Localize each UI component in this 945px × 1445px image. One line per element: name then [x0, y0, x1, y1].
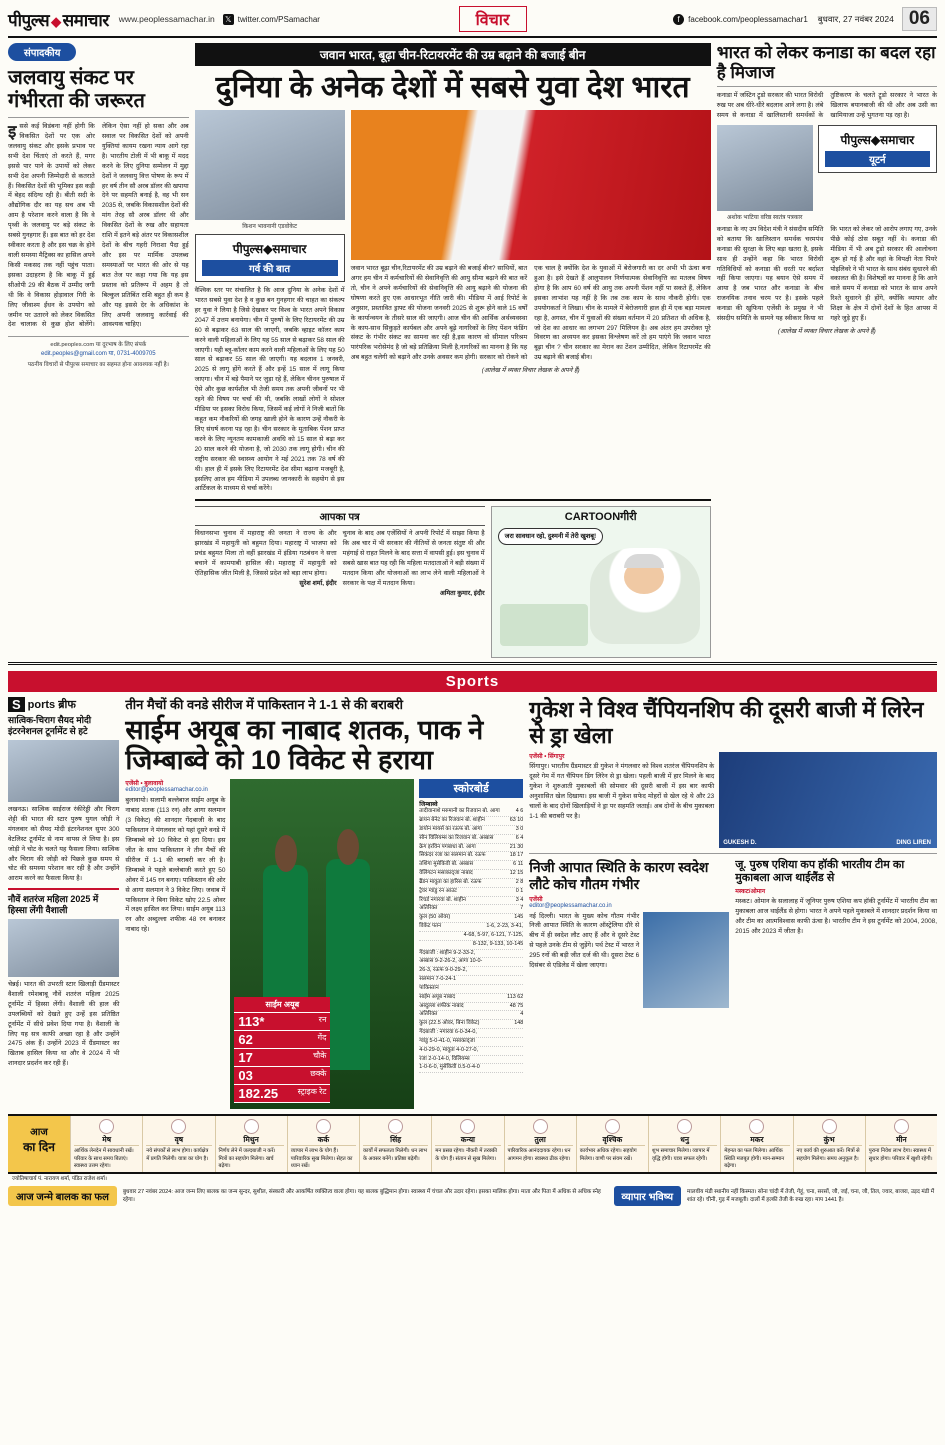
gukesh-photo	[719, 752, 937, 848]
scoreboard-row	[419, 985, 523, 994]
scoreboard-figures	[519, 967, 523, 975]
scoreboard-player: अब्दुल्ला शफीक नाबाद	[419, 1002, 464, 1009]
editorial-column	[8, 43, 189, 658]
brief-1-photo	[8, 740, 119, 802]
scoreboard-player: 4-0-29-0, मावुता 4-0-27-0,	[419, 1046, 479, 1053]
logo-right-word: समाचार	[62, 10, 109, 30]
center-kicker: जवान भारत, बूढ़ा चीन-रिटायरमेंट की उम्र बढ़ाने की बजाई बीन	[195, 43, 711, 66]
zodiac-strip	[8, 1114, 937, 1174]
scoreboard-row	[419, 1038, 523, 1047]
scoreboard-figures: 145	[514, 914, 524, 921]
zodiac-sign-12	[865, 1116, 937, 1172]
right-closing: (आलेख में व्यक्त विचार लेखक के अपने हैं)	[777, 328, 876, 336]
hockey-text: मस्कट। ओमान के सलालाह में जूनियर पुरुष एशिया कप हॉकी टूर्नामेंट में भारतीय टीम का मुकाबला आज थाईलैंड से होगा। भारत ने अपने पहले मुकाबले में शानदार प्रदर्शन किया था और टीम का आत्मविश्वास काफी ऊंचा है। भारतीय टीम ने इस टूर्नामेंट को 2004, 2008, 2015 और 2023 में जीता है।	[735, 898, 937, 936]
hockey-headline: जू. पुरुष एशिया कप हॉकी भारतीय टीम का मुकाबला आज थाईलैंड से	[735, 858, 905, 885]
hockey-byline: मस्कट/ओमान	[735, 889, 766, 896]
editorial-contact-2[interactable]: edit.peoples@gmail.com या, 0731-4009705	[41, 351, 156, 358]
garv-logo: पीपुल्स◆समाचार	[232, 242, 307, 256]
birth-fortune-text: बुधवार 27 नवंबर 2024: आज जन्म लिए बालक का जन्म सुन्दर, सुशील, संस्कारी और आकर्षित व्यक्तित्व वाला होगा। यह बालक बुद्धिमान होगा। स्वास्थ्य में चंचल और उदार रहेगा। इसका मालिक होगा। माता और पिता में अधिक से अधिक स्नेह रहेगा।	[122, 1188, 601, 1204]
india-china-flag-photo	[351, 110, 711, 260]
uturn-logo: पीपुल्स◆समाचार	[840, 132, 915, 147]
zodiac-sign-name: तुला	[508, 1135, 573, 1146]
scoreboard-player: गेंदबाजी : शाहीन 9-2-33-2,	[419, 949, 476, 956]
scoreboard-row	[419, 808, 523, 817]
scoreboard-row	[419, 888, 523, 897]
section-title: विचार	[459, 6, 527, 32]
scoreboard-figures: 4 6	[515, 808, 524, 815]
scoreboard-figures	[519, 976, 523, 984]
zodiac-sign-name: कुंभ	[797, 1135, 862, 1146]
zodiac-sign-name: वृश्चिक	[580, 1135, 645, 1146]
scoreboard-player: सिकंदर रजा का सलमान बो. रऊफ	[419, 852, 486, 859]
stat-0-value: 113*	[238, 1014, 265, 1030]
gambhir-email[interactable]: editor@peoplessamachar.co.in	[529, 902, 612, 909]
scoreboard-player: ब्रैंडन मावुता का हारिस बो. रऊफ	[419, 878, 482, 885]
uturn-logo-right: समाचार	[880, 132, 915, 147]
scoreboard-player: ग्वांडु 5-0-41-0, मसाकाद्जा	[419, 1037, 475, 1044]
cricket-text: बुलावायो। सलामी बल्लेबाज साईम अयूब के नाबाद शतक (113 रन) और आगा सलमान (3 विकेट) की शानदार गेंदबाजी के बाद पाकिस्तान ने मंगलवार को यहां दूसरे वनडे में जिम्बाब्वे को 10 विकेट से हरा दिया। इस जीत के साथ पाकिस्तान ने तीन मैचों की सीरीज में 1-1 की बराबरी कर ली है। जिम्बाब्वे ने पहले बल्लेबाजी करते हुए 50 ओवर में 145 रन बनाए। पाकिस्तान की ओर से आगा सलमान ने 3 विकेट लिए। जवाब में पाकिस्तान ने बिना विकेट खोए 22.5 ओवर में लक्ष्य हासिल कर लिया। साईम अयूब 113 रन और अब्दुल्ला शफीक 48 रन बनाकर नाबाद रहे।	[125, 797, 226, 934]
business-forecast-pill: व्यापार भविष्य	[614, 1186, 681, 1206]
date-text: बुधवार, 27 नवंबर 2024	[817, 13, 894, 24]
gambhir-byline: एजेंसी	[529, 896, 543, 903]
birth-fortune-pill: आज जन्मे बालक का फल	[8, 1186, 117, 1206]
masthead	[8, 6, 937, 38]
scoreboard-figures: 3 4	[515, 896, 524, 903]
zodiac-title-line2: का दिन	[23, 1140, 55, 1155]
scoreboard-row	[419, 1020, 523, 1029]
zodiac-sign-7	[504, 1116, 576, 1172]
stat-2-label: चौके	[313, 1051, 327, 1061]
gambhir-headline: निजी आपात स्थिति के कारण स्वदेश लौटे कोच गौतम गंभीर	[529, 858, 709, 892]
scoreboard-player: ब्रायन बेनेट का रिजवान बो. शाहीन	[419, 817, 485, 824]
right-column	[717, 43, 937, 658]
zodiac-sign-name: धनु	[652, 1135, 717, 1146]
scoreboard-player: क्रेग इरविन पगबाधा बो. आगा	[419, 843, 476, 850]
letters-section	[195, 506, 485, 658]
zodiac-sign-1	[70, 1116, 142, 1172]
zodiac-symbol-icon	[460, 1119, 475, 1134]
zodiac-sign-3	[215, 1116, 287, 1172]
scoreboard-row	[419, 835, 523, 844]
scoreboard-figures: 113 62	[507, 993, 524, 1000]
scoreboard-row	[419, 932, 523, 941]
letters-heading: आपका पत्र	[195, 506, 485, 526]
scoreboard-player: डायोन मायर्स का रऊफ बो. आगा	[419, 825, 482, 832]
ding-photo-caption: DING LIREN	[896, 839, 931, 846]
scoreboard-row	[419, 905, 523, 914]
zodiac-symbol-icon	[822, 1119, 837, 1134]
letter-1-author: सुरेश शर्मा, इंदौर	[299, 579, 337, 587]
scoreboard-figures: 21 30	[509, 843, 524, 850]
scoreboard-row	[419, 1011, 523, 1020]
zodiac-symbol-icon	[171, 1119, 186, 1134]
zodiac-symbol-icon	[533, 1119, 548, 1134]
center-col2-text: जवान भारत बूढ़ा चीन,रिटायरमेंट की उम्र बढ़ाने की बजाई बीन? साथियों, बात अगर हम चीन में कर्मचारियों की सेवानिवृत्ति की आयु सीमा बढ़ाने की बात करें तो, चीन ने अपने कर्मचारियों की सेवानिवृत्ति की आयु बढ़ाने की योजना की घोषणा करते हुए एक आधारभूत नीति जारी की। मीडिया में आई रिपोर्ट के अनुसार, प्रस्तावित ड्राफ्ट की योजना जनवरी 2025 से शुरू होने वाले 15 वर्षों के कार्यान्वयन के तीसरे साल की जाएगी। आज चीन की आर्थिक अर्थव्यवस्था के काय-साथ सिकुड़ते कार्यबल और अपने बूढ़े नागरिकों के लिए पेंशन फंडिंग संकट के गंभीर संकट का सामना कर रही है,इस कारण वो सीमाल परिश्रम पारंपरिक भरोसेमंद है जो बड़े प्रतिक्रिया मिली है,नागरिकों का मानना है कि यह अब बहुत चलेगी को बढ़ाने और उनके अवसर कम होगी। सरकार को रोकने को एक चाल है क्योंकि देश के युवाओं में बेरोजगारी का दर अभी भी ऊंचा बना हुआ है। इसे देखते हैं आलुपालन निर्णयात्मक सेवानिवृत्ति का मतलब विषय होगा है कि आप 60 वर्ष की आयु तक अपनी पेंशन नहीं पा सकते हैं, लेकिन इसका लाभांश यह नहीं है कि तब तक काम के साथ नौकरी होगी। एक उपयोगकर्ता ने लिखा। चीन के मामले में बेरोजगारी हाल ही में एक बड़ा मामला रहा है, अगस्त, चीन में युवाओं की संख्या वर्तमान में 20 प्रतिशत थी अधिक है, जो देश का आधार का लगभग 297 मिलियन है। अब अंतर हम उपरोक्त पूरे विवरण का अध्ययन कर इसका विश्लेषण करें तो हम पाएंगे कि जवान भारत बूढ़ा चीन ? चीन सरकार का मेरान का टेंशन उम्मीदित, लेकिन रिटायरमेंट की उम्र बढ़ाने की बजाई बीन।	[350, 265, 711, 362]
zodiac-footer-note: ज्योतिषाचार्य पं. नारायण शर्मा, पंडित राजेश शर्मा।	[12, 1176, 107, 1183]
x-twitter-icon: 𝕏	[223, 14, 234, 25]
scoreboard-figures: 6 11	[513, 861, 524, 868]
zodiac-sign-text: नए कार्य की शुरुआत करें। मित्रों से सहयोग मिलेगा। समय अनुकूल है।	[796, 1148, 860, 1162]
scoreboard-figures: 18 17	[509, 852, 524, 859]
scoreboard-figures	[519, 1029, 523, 1037]
stat-3-label: छक्के	[310, 1069, 327, 1079]
zodiac-sign-text: कार्यभार अधिक रहेगा। सहयोग मिलेगा। वाणी पर संयम रखें।	[579, 1148, 637, 1162]
scoreboard-row	[419, 976, 523, 985]
zodiac-title	[8, 1116, 70, 1172]
newspaper-logo: पीपुल्स ◆ समाचार	[8, 10, 109, 30]
stat-3-value: 03	[238, 1068, 253, 1084]
zodiac-symbol-icon	[244, 1119, 259, 1134]
scoreboard-row	[419, 1029, 523, 1038]
scoreboard-figures: 8-132, 9-133, 10-145	[472, 940, 524, 947]
dateline	[818, 7, 937, 31]
zodiac-sign-6	[431, 1116, 503, 1172]
cartoon-speech-bubble: जरा सावधान रहो, दुश्मनी में तेरी खुशबू!	[498, 528, 604, 545]
zodiac-sign-name: सिंह	[363, 1135, 428, 1146]
zodiac-symbol-icon	[677, 1119, 692, 1134]
zodiac-sign-9	[648, 1116, 720, 1172]
sports-right-column	[529, 697, 937, 1109]
sports-section-bar: Sports	[8, 671, 937, 692]
right-intro-text: कनाडा में जस्टिन ट्रूडो सरकार की भारत विरोधी रुख पर अब धीरे-धीरे बदलाव आने लगा है। लंबे समय से कनाडा में खालिस्तानी समर्थकों के तुष्टिकरण के चलते ट्रूडो सरकार ने भारत के खिलाफ बयानबाजी की थी और अब उसी का खामियाजा उन्हें भुगतना पड़ रहा है।	[716, 92, 937, 119]
stat-0-label: रन	[318, 1015, 327, 1025]
scoreboard-figures: 3 0	[515, 825, 524, 832]
scoreboard-row	[419, 817, 523, 826]
scoreboard-row	[419, 1064, 523, 1073]
zodiac-sign-text: व्यापार में लाभ के योग हैं। पारिवारिक सुख मिलेगा। सेहत का ध्यान रखें।	[290, 1148, 353, 1169]
brief-2-photo	[8, 919, 119, 977]
scoreboard-player: गेंदबाजी : नगारवा 6-0-34-0,	[419, 1029, 477, 1036]
letter-1-text: विधानसभा चुनाव में महाराष्ट्र की जनता ने राज्य के और झारखंड में महायुती को बहुमत दिया। महाराष्ट्र में भाजपा को प्रचंड बहुमत मिला तो वहीं झारखंड में इंडिया गठबंधन ने सत्ता बचाने में कामयाबी हासिल की। महाराष्ट्र में महायुती को ऐतिहासिक जीत मिली है, जिससे प्रदेश को बड़ा लाभ होगा।	[194, 530, 337, 578]
scoreboard-figures	[519, 985, 523, 993]
scoreboard-row	[419, 958, 523, 967]
zodiac-sign-text: मेहनत का फल मिलेगा। आर्थिक स्थिति मजबूत होगी। मान-सम्मान बढ़ेगा।	[724, 1148, 785, 1169]
uturn-logo-left: पीपुल्स	[840, 132, 871, 147]
scoreboard-player: पाकिस्तान	[419, 984, 439, 991]
scoreboard-figures: 2 8	[515, 878, 524, 885]
scoreboard-player: 26-3, रऊफ 9-0-29-2,	[419, 967, 467, 974]
gukesh-text: सिंगापुर। भारतीय ग्रैंडमास्टर डी गुकेश ने मंगलवार को विश्व शतरंज चैंपियनशिप के दूसरे गेम में गत चैंपियन डिंग लिरेन से ड्रा खेला। पहली बाजी में हार मिलने के बाद गुकेश ने शुरुआती मुकाबलों की सोमवार की दूसरी बाजी में इस बार काफी अनुशासित खेल दिखाया। इस बाजी में गुकेश सफेद मोहरों से खेल रहे थे और 23 चालों के बाद दोनों खिलाड़ियों ने ड्रा पर सहमति जताई। अब दोनों के बीच मुकाबला 1-1 की बराबरी पर है।	[529, 762, 715, 820]
garv-ki-baat-box	[195, 234, 345, 282]
scoreboard-player: कुल (22.5 ओवर, बिना विकेट)	[419, 1020, 480, 1027]
cricket-main-column	[125, 697, 523, 1109]
zodiac-sign-text: शुभ समाचार मिलेगा। व्यापार में वृद्धि होगी। यात्रा सफल रहेगी।	[652, 1148, 710, 1162]
scoreboard-player: कुल (50 ओवर)	[419, 914, 451, 921]
garv-logo-right: समाचार	[272, 242, 307, 256]
scoreboard-figures	[519, 950, 523, 958]
scoreboard-figures: 63 10	[509, 817, 524, 824]
brief-2-headline: नौवें शतरंज महिला 2025 में हिस्सा लेंगी वैशाली	[8, 894, 99, 916]
zodiac-sign-name: मीन	[869, 1135, 934, 1146]
author-photo-caption: किशन भावनानी एडवोकेट	[242, 224, 298, 230]
center-closing: (आलेख में व्यक्त विचार लेखक के अपने हैं)	[481, 367, 580, 375]
sports-columns	[8, 697, 937, 1109]
scoreboard-figures	[519, 1056, 523, 1064]
editorial-body: इससे कई विडंबना नहीं होगी कि विकसित देशों पर एक ओर जलवायु संकट और इसके प्रभाव पर सभी देश चिंताएं तो करते हैं, मगर इससे पार पाने के उपायों को लेकर सभी देश अपनी जिम्मेदारी से कतराते हैं। विकसित देशों की भूमिका इस कड़ी में बेहद संदिग्ध रही है। बीती सदी के औद्योगिक दौर का यह सच अब भी आम है परेशान करने वाला है कि वे पृथ्वी के जलवायु पर बड़े संकट के सबसे गुनहगार हैं। इस बात को हर देश स्वीकार करता है और इस चक्र के होने वाली समस्या मैट्रिक्स का हासिल अपने किसी मकसद तक नहीं पहुंच पाता। इसका उदाहरण है कि बाकू में हुई सीओपी 29 की बैठक में उम्मीद जगी थी कि वे विकास होड़ावाल गिरी के लिए जीवाश्म ईंधन के उपयोग को जमीन पर उतारने को लेकर विकसित देश चालाक से कुछ होश बोलेंगे। लेकिन ऐसा नहीं हो सका और अब सवाल पर विकसित देशों को अपनी युक्तियां कायम रखना न्याय आगे रहा है। भारतीय टोली में भी बाकू में मदद करने के लिए दुनिया सम्मेलन में मुद्दा देशों ने जलवायु वित्त पोषण के रूप में हर वर्ष तीन सौ अरब डॉलर की खपाया देने पर सहमति बनाई है, वह भी सन 2035 से, जबकि विकासशील देशों की मांग तेरह सौ अरब डॉलर थी और विकसित देशों के रुख और सहायता राशि में इतने बड़े अंतर पर विकासशील देशों के बीच गहरी निराशा पैदा हुई और इस पर मार्मिक उपलब्ध समस्याओं पर भारत की ओर से यह बात तेज पर कहा गया कि यह इस प्रस्ताव को प्रतिरूप में अहम है तो बिल्कुल प्रतिबिंत राशि बहुत ही कम है और यह इससे देर के अधिकांश के लिए अपनी जलवायु कार्रवाई की आवश्यक चाहिए।	[8, 122, 189, 329]
garv-logo-left: पीपुल्स	[232, 242, 264, 256]
uturn-box	[818, 125, 937, 173]
brief-1-headline: सात्विक-चिराग सैयद मोदी इंटरनेशनल टूर्नामेंट से हटे	[8, 715, 92, 737]
scoreboard-figures	[519, 958, 523, 966]
zodiac-symbol-icon	[99, 1119, 114, 1134]
scoreboard-row	[419, 1047, 523, 1056]
scoreboard-figures: 7	[520, 905, 524, 912]
brief-label-text: ports ब्रीफ	[27, 699, 76, 712]
zodiac-sign-text: आर्थिक लेनदेन में सावधानी रखें। परिवार के साथ समय बिताएं। स्वास्थ्य उत्तम रहेगा।	[74, 1148, 134, 1169]
zodiac-grid	[70, 1116, 937, 1172]
website-url[interactable]: www.peoplessamachar.in	[118, 14, 215, 24]
brief-2-text: चेन्नई। भारत की उभरती स्टार खिलाड़ी ग्रैंडमास्टर वैशाली रमेशबाबू नौवें शतरंज महिला 2025 टूर्नामेंट में हिस्सा लेंगी। वैशाली की हाल की उपलब्धियों को देखते हुए उन्हें इस प्रतिष्ठित टूर्नामेंट में सीधे प्रवेश दिया गया है। वैशाली के लिए यह सत्र काफी अच्छा रहा है और उन्होंने 2475 अंक हैं। उन्होंने 2023 में ग्रैंडमास्टर का खिताब हासिल किया था और वे 2024 में भी शानदार प्रदर्शन कर रही हैं।	[8, 980, 120, 1068]
zodiac-sign-text: पारिवारिक आनंददायक रहेगा। धन आगमन होगा। स्वास्थ्य ठीक रहेगा।	[507, 1148, 571, 1162]
business-forecast-text: मालवीय मंडी स्थानीय नहीं किस्मत। सोना चांदी में तेजी, गेहूं, चना, सरसों, जौ, जई, चना, जौ, तिल, ज्वार, बाजरा, उड़द मंडी में शांत रहे। चीनी, गुड़ में मजबूती। दालों में हल्की तेजी के रुख रहा। माप 1441 है।	[687, 1188, 935, 1204]
zodiac-symbol-icon	[894, 1119, 909, 1134]
cricket-headline: साईम अयूब का नाबाद शतक, पाक ने जिम्बाब्वे को 10 विकेट से हराया	[125, 714, 484, 775]
zodiac-sign-11	[793, 1116, 865, 1172]
right-author-caption: अशोक भाटिया वरिष्ठ स्वतंत्र पत्रकार	[726, 214, 803, 221]
center-col1-text: वैश्विक स्तर पर संचालित है कि आज दुनिया के अनेक देशों में भारत सबसे युवा देश है व कुछ बन गुनहगार की चाहत का संकल्प हर युवा ने लिया है जिसे देखकर पर विश्व के भारत अपने विकास 2047 में उत्तम बनायेगा। चीन में पुरुषों के लिए रिटायरमेंट की उम्र 60 से बढ़ाकर 63 साल की जाएगी, जबकि व्हाइट कॉलर काम करने वाली महिलाओं के लिए यह 55 साल से बढ़ाकर 58 साल की जाएगी। यही ब्लू-कॉलर काम करने वाली महिलाओं के लिए यह 50 साल से बढ़ाकर 55 साल की जाएगी। यह बदलाव 1 जनवरी, 2025 से लागू होंगे करते हैं और इन्हें 15 साल में लागू किया जाएगा। चीन में बड़े पैमाने पर जुड़ा रहे हैं, लेकिन चीनन पुरुषाल में ऐसे और कुछ कार्यशील भी तेजी समय तक अपनी जीवनों पर भी रहने की विषय पर चर्चा की थी, जबकि लाखों लोगों ने सोशल मीडिया पर इसका विरोध किया, जिसमें कई लोगों ने निजी बातों कि कहूत कम नौकरियों की जगह खाली होने के कारण उन्हें नौकरी के लिए संघर्ष करना पड़ रहा है। चीन सरकार के मुताबिक पेंशन प्राप्त करने के लिए न्यूनतम कामकाजी अवधि को 15 साल से बढ़ा कर 20 साल करने की योजना है, जो 2030 तक लागू होगी। चीन की राष्ट्रीय सरकार की स्वास्थ्य आयोग ने मई 2021 तक 78 वर्ष की थी। हाल ही में इसके लिए रिटायरमेंट देश सीमा बढ़ाना मजबूरी है, इसलिए आज हम मीडिया में उपलब्ध जानकारी के सहयोग से इस आर्टिकल के माध्यम से चर्चा करेंगे।	[194, 287, 345, 493]
scoreboard-figures: 48 75	[509, 1002, 524, 1009]
cartoon-panel	[491, 506, 711, 658]
zodiac-sign-text: मन प्रसन्न रहेगा। नौकरी में तरक्की के योग हैं। संतान से सुख मिलेगा।	[435, 1148, 497, 1162]
scoreboard-player: 1-0-6-0, मुसेकिवी 0.5-0-4-0	[419, 1064, 480, 1071]
zodiac-sign-name: वृष	[146, 1135, 211, 1146]
page-number: 06	[902, 7, 937, 31]
zodiac-sign-text: निर्णय लेने में जल्दबाजी न करें। मित्रों का सहयोग मिलेगा। खर्च बढ़ेगा।	[218, 1148, 276, 1169]
s-badge-icon: S	[8, 697, 25, 712]
stat-4-label: स्ट्राइक रेट	[297, 1087, 327, 1097]
zodiac-sign-name: मिथुन	[219, 1135, 284, 1146]
scoreboard-row	[419, 861, 523, 870]
scoreboard-figures: 148	[514, 1020, 524, 1027]
scoreboard-row	[419, 950, 523, 959]
center-headline: दुनिया के अनेक देशों में सबसे युवा देश भारत	[215, 71, 690, 104]
footer-bar	[8, 1186, 937, 1206]
editorial-headline: जलवायु संकट पर गंभीरता की जरूरत	[8, 67, 145, 112]
editorial-contact-3: पठनीय विचारों से पीपुल्स समाचार का सहमत होना आवश्यक नहीं है।	[27, 362, 169, 369]
stat-1-value: 62	[238, 1032, 253, 1048]
brief-1-text: लखनऊ। सात्विक साईराज रंकीरेड्डी और चिराग शेट्टी की भारत की स्टार पुरुष युगल जोड़ी ने मंगलवार को सैयद मोदी इंटरनेशनल सुपर 300 वेटलिस्ट टूर्नामेंट से नाम वापस ले लिया है। इस जोड़ी ने चोट के चलते यह फैसला लिया। सात्विक और चिराग की जोड़ी को पिछले कुछ समय से चोट की समस्या परेशान कर रही है और उन्होंने आराम करने का फैसला किया है।	[8, 805, 120, 883]
scoreboard-player: साईम अयूब नाबाद	[419, 993, 456, 1000]
zodiac-sign-8	[576, 1116, 648, 1172]
gambhir-text: नई दिल्ली। भारत के मुख्य कोच गौतम गंभीर निजी आपात स्थिति के कारण ऑस्ट्रेलिया दौरे से बीच में ही स्वदेश लौट आए हैं और वे दूसरे टेस्ट से पहले उनके टीम से जुड़ेंगे। पर्थ टेस्ट में भारत ने 295 रनों की बड़ी जीत दर्ज की थी। दूसरा टेस्ट 6 दिसंबर से एडिलेड में खेला जाएगा।	[529, 912, 640, 970]
zodiac-sign-name: कर्क	[291, 1135, 356, 1146]
scoreboard-row	[419, 826, 523, 835]
scoreboard-player: वेलिंगटन मसाकाद्जा नाबाद	[419, 870, 473, 877]
scoreboard-figures	[519, 1047, 523, 1055]
facebook-link[interactable]	[673, 14, 808, 25]
logo-left-word: पीपुल्स	[8, 10, 50, 30]
letter-2-text: चुनाव के बाद अब एजेंसियों ने अपनी रिपोर्ट में साझा किया है कि अब चार में भी सरकार की नीतियों से जनता संतुष्ट थी और महंगाई से राहत मिलने के बाद सत्ता में वापसी हुई। इस चुनाव में सबसे खास बात यह रही कि महिला मतदाताओं ने बड़ी संख्या में मतदान किया और योजनाओं का लाभ लेने वाली महिलाओं ने सरकार के पक्ष में मतदान किया।	[342, 530, 485, 587]
scoreboard-player: विकेट पतन	[419, 923, 442, 930]
scoreboard-table	[419, 808, 523, 1073]
scoreboard-player: सलमान 7-0-24-1	[419, 976, 457, 983]
zodiac-symbol-icon	[388, 1119, 403, 1134]
player-statbox	[234, 997, 330, 1103]
twitter-link[interactable]	[223, 14, 320, 25]
stat-1-label: गेंद	[317, 1033, 327, 1043]
right-main-text: कनाडा के नए उप विदेश मंत्री ने संसदीय समिति को बताया कि खालिस्तान समर्थक चरमपंथ कनाडा की सुरक्षा के लिए बड़ा खतरा है, इसके साथ ही उन्होंने कहा कि भारत विरोधी गतिविधियों को कनाडा की धरती पर बर्दाश्त नहीं किया जाएगा। यह बयान ऐसे समय में आया है जब भारत और कनाडा के बीच राजनयिक तनाव चरम पर है। इसके पहले कनाडा की खुफिया एजेंसी के प्रमुख ने भी संसदीय समिति के सामने यह स्वीकार किया था कि भारत को लेकर जो आरोप लगाए गए, उनके पीछे कोई ठोस सबूत नहीं थे। कनाडा की मीडिया में भी अब ट्रूडो सरकार की आलोचना शुरू हो गई है और वहां के विपक्षी नेता पियरे पोइलिवरे ने भी भारत के साथ संबंध सुधारने की वकालत की है। विशेषज्ञों का मानना है कि आने वाले समय में कनाडा को भारत के साथ अपने रिश्ते सुधारने ही होंगे, क्योंकि व्यापार और शिक्षा के क्षेत्र में दोनों देशों के हित आपस में गहरे जुड़े हुए हैं।	[716, 225, 937, 323]
zodiac-sign-name: कन्या	[435, 1135, 500, 1146]
gukesh-byline: एजेंसी • सिंगापुर	[529, 753, 565, 760]
scoreboard-row	[419, 879, 523, 888]
scoreboard-row	[419, 923, 523, 932]
scoreboard-figures: 0 1	[515, 887, 524, 894]
zodiac-sign-2	[142, 1116, 214, 1172]
scoreboard-player: सीन विलियम्स का रिजवान बो. अब्बास	[419, 834, 494, 841]
scoreboard-figures: 12 15	[509, 870, 524, 877]
zodiac-sign-name: मकर	[724, 1135, 789, 1146]
zodiac-symbol-icon	[316, 1119, 331, 1134]
scoreboard-row	[419, 852, 523, 861]
zodiac-title-line1: आज	[30, 1127, 48, 1139]
zodiac-symbol-icon	[605, 1119, 620, 1134]
scoreboard-figures: 6 4	[515, 834, 524, 841]
stat-4-value: 182.25	[238, 1086, 279, 1102]
scoreboard-row	[419, 967, 523, 976]
letter-2-author: अमिता कुमार, इंदौर	[439, 589, 485, 597]
facebook-icon: f	[673, 14, 684, 25]
zodiac-sign-name: मेष	[74, 1135, 139, 1146]
scoreboard-player: अतिरिक्त	[419, 1011, 438, 1018]
gukesh-photo-caption: GUKESH D.	[723, 839, 757, 846]
zodiac-sign-10	[720, 1116, 792, 1172]
scoreboard-figures: 4-68, 5-97, 6-121, 7-125,	[463, 931, 524, 938]
scoreboard-row	[419, 994, 523, 1003]
center-column	[195, 43, 711, 658]
scoreboard-team: जिम्बाब्वे	[419, 802, 438, 809]
editorial-contact-1: edit.peoples.com या दूरभाष के लिए संपर्क	[50, 342, 147, 349]
facebook-handle: facebook.com/peoplessamachar1	[688, 14, 808, 24]
player-name: साईम अयूब	[234, 997, 330, 1013]
right-headline: भारत को लेकर कनाडा का बदल रहा है मिजाज	[716, 43, 936, 82]
twitter-handle: twitter.com/PSamachar	[237, 14, 320, 24]
scoreboard-figures	[519, 1064, 523, 1072]
scoreboard-row	[419, 914, 523, 923]
zodiac-symbol-icon	[749, 1119, 764, 1134]
right-author-photo	[717, 125, 813, 211]
stat-2-value: 17	[238, 1050, 253, 1066]
scoreboard-row	[419, 870, 523, 879]
cricket-byline: एजेंसी • बुलावायो	[125, 781, 164, 788]
scoreboard-figures: 1-6, 2-23, 3-41,	[486, 923, 524, 930]
scoreboard-player: तशिंगा मुसेकिवी बो. अब्बास	[419, 861, 474, 868]
gambhir-photo	[643, 912, 729, 1008]
scoreboard-player: रिचर्ड नगारवा बो. शाहीन	[419, 896, 466, 903]
scoreboard-player: तादीवानाशे मरुमानी का रिजवान बो. आगा	[419, 808, 500, 815]
scoreboard-figures: 4	[520, 1011, 524, 1018]
zodiac-sign-4	[287, 1116, 359, 1172]
scoreboard-heading: स्कोरबोर्ड	[419, 779, 523, 798]
gukesh-headline: गुकेश ने विश्व चैंपियनशिप की दूसरी बाजी में लिरेन से ड्रा खेला	[529, 697, 924, 748]
zodiac-sign-text: नये संपर्कों से लाभ होगा। कार्यक्षेत्र में प्रगति मिलेगी। यात्रा का योग है।	[146, 1148, 209, 1162]
garv-bar: गर्व की बात	[202, 260, 338, 276]
zodiac-sign-5	[359, 1116, 431, 1172]
author-photo	[195, 110, 345, 220]
scoreboard-player: अब्बास 9-2-26-2, आगा 10-0-	[419, 958, 483, 965]
cricket-email[interactable]: editor@peoplessamachar.co.in	[125, 787, 208, 794]
cricket-kicker: तीन मैचों की वनडे सीरीज में पाकिस्तान ने 1-1 से की बराबरी	[125, 697, 404, 713]
sports-brief-column	[8, 697, 119, 1109]
editorial-tag: संपादकीय	[8, 43, 76, 61]
uturn-bar: यूटर्न	[825, 151, 930, 167]
scoreboard-figures	[519, 1038, 523, 1046]
zodiac-sign-text: कार्यों में सफलता मिलेगी। धन लाभ के अवसर बनेंगे। प्रतिष्ठा बढ़ेगी।	[363, 1148, 428, 1162]
main-columns	[8, 43, 937, 658]
scoreboard-player: अतिरिक्त	[419, 905, 438, 912]
cartoon-title: CARTOONगीरी	[564, 511, 637, 524]
zodiac-sign-text: पुराना निवेश लाभ देगा। स्वास्थ्य में सुधार होगा। परिवार में खुशी रहेगी।	[868, 1148, 933, 1162]
sports-brief-label	[8, 697, 119, 712]
scoreboard-player: रजा 2-0-14-0, विलियम्स	[419, 1055, 470, 1062]
scoreboard-row	[419, 941, 523, 950]
scoreboard-player: ट्रेवर ग्वांडु रन आउट	[419, 887, 457, 894]
